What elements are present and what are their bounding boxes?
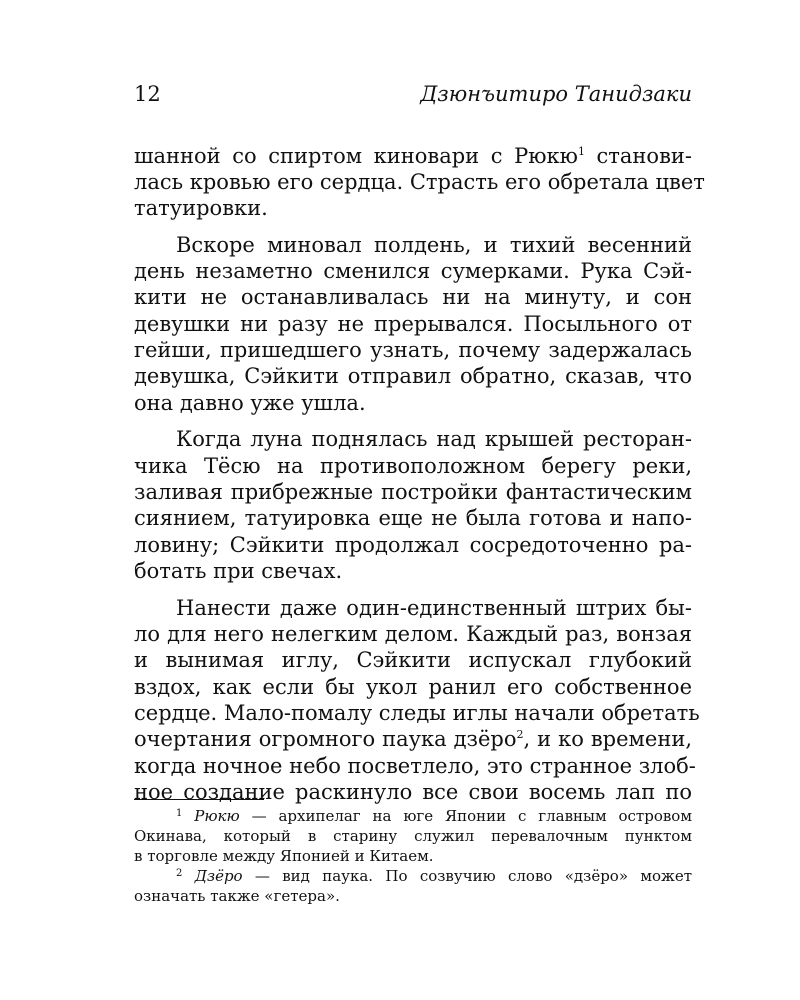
text-line: сердце. Мало-помалу следы иглы начали обретать (134, 701, 700, 725)
text-line: кити не останавливалась ни на минуту, и сон (134, 285, 692, 309)
text-line: она давно уже ушла. (134, 391, 366, 415)
running-head-author: Дзюнъитиро Танидзаки (420, 82, 692, 106)
footnote-term: Дзёро (194, 867, 243, 885)
text-line: ловину; Сэйкити продолжал сосредоточенно ра- (134, 533, 692, 557)
footnote-line: в торговле между Японией и Китаем. (134, 847, 434, 865)
footnote-line (176, 866, 692, 886)
footnote-line: Окинава, который в старину служил перевалочным пунктом (134, 827, 692, 845)
text-line: Нанести даже один-единственный штрих бы- (176, 596, 692, 620)
text-line: ботать при свечах. (134, 559, 343, 583)
text-line: Вскоре миновал полдень, и тихий весенний (176, 233, 692, 257)
text-line: татуировки. (134, 196, 268, 220)
text-line: Когда луна поднялась над крышей ресторан- (176, 427, 692, 451)
footnote-number: 2 (176, 868, 183, 879)
footnote-ref: 1 (577, 145, 585, 158)
text-fragment: очертания огромного паука дзёро (134, 727, 517, 751)
text-line: заливая прибрежные постройки фантастическим (134, 480, 692, 504)
text-line: лась кровью его сердца. Страсть его обретала цвет (134, 170, 705, 194)
footnote-number: 1 (176, 808, 183, 819)
footnote-line: означать также «гетера». (134, 887, 340, 905)
footnote-term: Рюкю (194, 807, 240, 825)
text-line: гейши, пришедшего узнать, почему задержалась (134, 338, 692, 362)
text-line: девушки ни разу не прерывался. Посыльного от (134, 312, 692, 336)
text-line: день незаметно сменился сумерками. Рука Сэй- (134, 259, 692, 283)
text-line: девушка, Сэйкити отправил обратно, сказав, что (134, 364, 692, 388)
page-number: 12 (134, 82, 161, 106)
text-line: когда ночное небо посветлело, это странное злоб- (134, 754, 696, 778)
text-line: и вынимая иглу, Сэйкити испускал глубокий (134, 648, 692, 672)
text-line (134, 725, 692, 753)
footnote-rule (134, 799, 264, 800)
footnote-ref: 2 (516, 728, 524, 741)
text-line: вздох, как если бы укол ранил его собственное (134, 675, 692, 699)
text-fragment: шанной со спиртом киновари с Рюкю (134, 144, 578, 168)
text-fragment: станови- (596, 144, 692, 168)
footnote-line (176, 806, 692, 826)
footnote-text: — архипелаг на юге Японии с главным островом (251, 807, 692, 825)
footnote-text: — вид паука. По созвучию слово «дзёро» может (254, 867, 693, 885)
text-fragment: , и ко времени, (523, 727, 692, 751)
text-line: сиянием, татуировка еще не была готова и напо- (134, 506, 692, 530)
text-line (134, 142, 692, 170)
text-line: чика Тёсю на противоположном берегу реки, (134, 454, 692, 478)
text-line: ло для него нелегким делом. Каждый раз, вонзая (134, 622, 692, 646)
text-line: ное создание раскинуло все свои восемь лап по (134, 780, 692, 804)
